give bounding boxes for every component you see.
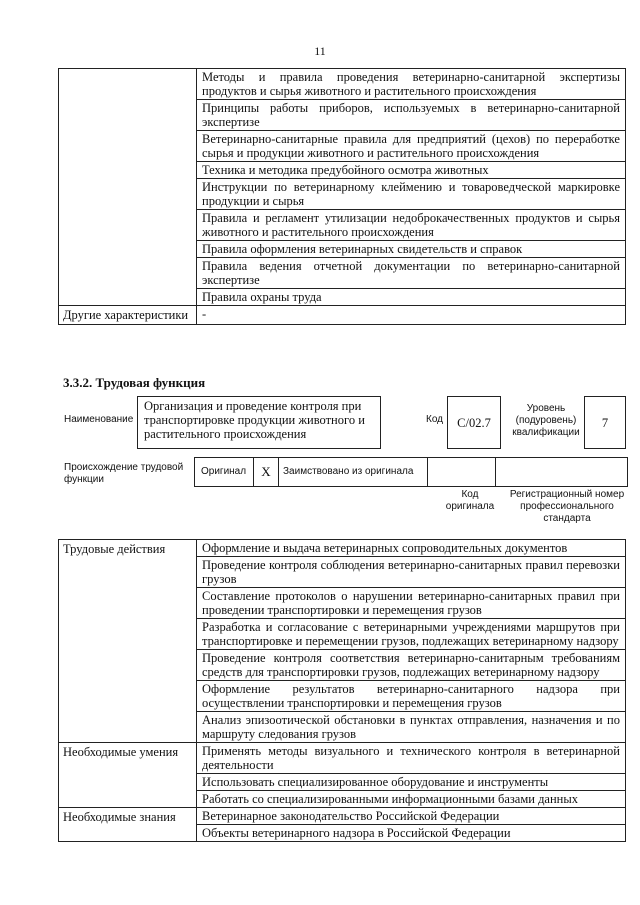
table-row: [59, 540, 626, 557]
code-label: Код: [426, 414, 444, 425]
knowledge-item: Объекты ветеринарного надзора в Российской Федерации: [197, 825, 626, 842]
category-cell-knowledge: [59, 69, 197, 306]
level-label: Уровень (подуровень) квалификации: [512, 403, 580, 438]
origin-row: [194, 457, 628, 487]
origin-code-caption: Код оригинала: [445, 489, 495, 512]
skill-item: Использовать специализированное оборудование и инструменты: [197, 774, 626, 791]
knowledge-item: Ветеринарно-санитарные правила для предприятий (цехов) по переработке сырья и продукции животного и растительного происхождения: [197, 131, 626, 162]
section-heading: 3.3.2. Трудовая функция: [63, 375, 206, 390]
skill-item: Работать со специализированными информационными базами данных: [197, 791, 626, 808]
knowledge-item: Правила ведения отчетной документации по ветеринарно-санитарной экспертизе: [197, 258, 626, 289]
origin-code-cell: [428, 458, 496, 486]
labor-action-item: Оформление и выдача ветеринарных сопроводительных документов: [197, 540, 626, 557]
knowledge-item: Техника и методика предубойного осмотра животных: [197, 162, 626, 179]
skills-label: Необходимые умения: [59, 743, 197, 808]
labor-action-item: Разработка и согласование с ветеринарными учреждениями маршрутов при транспортировке и перемещении грузов, подлежащих ветеринарному надзору: [197, 619, 626, 650]
knowledge-item: Инструкции по ветеринарному клеймению и товароведческой маркировке продукции и сырья: [197, 179, 626, 210]
other-characteristics-value: -: [197, 306, 626, 325]
code-box: С/02.7: [447, 396, 501, 449]
knowledge-label: Необходимые знания: [59, 808, 197, 842]
table-row: [59, 69, 626, 100]
labor-action-item: Оформление результатов ветеринарно-санитарного надзора при осуществлении транспортировки и перемещения грузов: [197, 681, 626, 712]
labor-action-item: Проведение контроля соответствия ветеринарно-санитарным требованиям средств для транспортировки грузов, подлежащих ветеринарному надзору: [197, 650, 626, 681]
knowledge-table-continued: [58, 68, 626, 325]
page-number: 11: [314, 44, 326, 58]
labor-function-table: [58, 539, 626, 842]
table-row: [59, 808, 626, 825]
level-box: 7: [584, 396, 626, 449]
name-label: Наименование: [64, 414, 134, 425]
knowledge-item: Принципы работы приборов, используемых в ветеринарно-санитарной экспертизе: [197, 100, 626, 131]
origin-original-cell: Оригинал: [195, 458, 254, 486]
knowledge-item: Ветеринарное законодательство Российской Федерации: [197, 808, 626, 825]
table-row: [59, 743, 626, 774]
knowledge-item: Методы и правила проведения ветеринарно-санитарной экспертизы продуктов и сырья животного и растительного происхождения: [197, 69, 626, 100]
function-name-box: Организация и проведение контроля при транспортировке продукции животного и растительного происхождения: [137, 396, 381, 449]
labor-action-item: Составление протоколов о нарушении ветеринарно-санитарных правил при проведении транспортировки и перемещения грузов: [197, 588, 626, 619]
table-row: [59, 306, 626, 325]
knowledge-item: Правила оформления ветеринарных свидетельств и справок: [197, 241, 626, 258]
reg-number-caption: Регистрационный номер профессионального стандарта: [509, 489, 625, 524]
other-characteristics-label: Другие характеристики: [59, 306, 197, 325]
skill-item: Применять методы визуального и технического контроля в ветеринарной деятельности: [197, 743, 626, 774]
labor-action-item: Анализ эпизоотической обстановки в пунктах отправления, назначения и по маршруту следования грузов: [197, 712, 626, 743]
knowledge-item: Правила и регламент утилизации недоброкачественных продуктов и сырья животного и растительного происхождения: [197, 210, 626, 241]
reg-number-cell: [496, 458, 627, 486]
labor-action-item: Проведение контроля соблюдения ветеринарно-санитарных правил перевозки грузов: [197, 557, 626, 588]
labor-actions-label: Трудовые действия: [59, 540, 197, 743]
origin-label: Происхождение трудовой функции: [64, 462, 184, 485]
knowledge-item: Правила охраны труда: [197, 289, 626, 306]
origin-mark-cell: X: [254, 458, 279, 486]
origin-borrowed-cell: Заимствовано из оригинала: [279, 458, 428, 486]
